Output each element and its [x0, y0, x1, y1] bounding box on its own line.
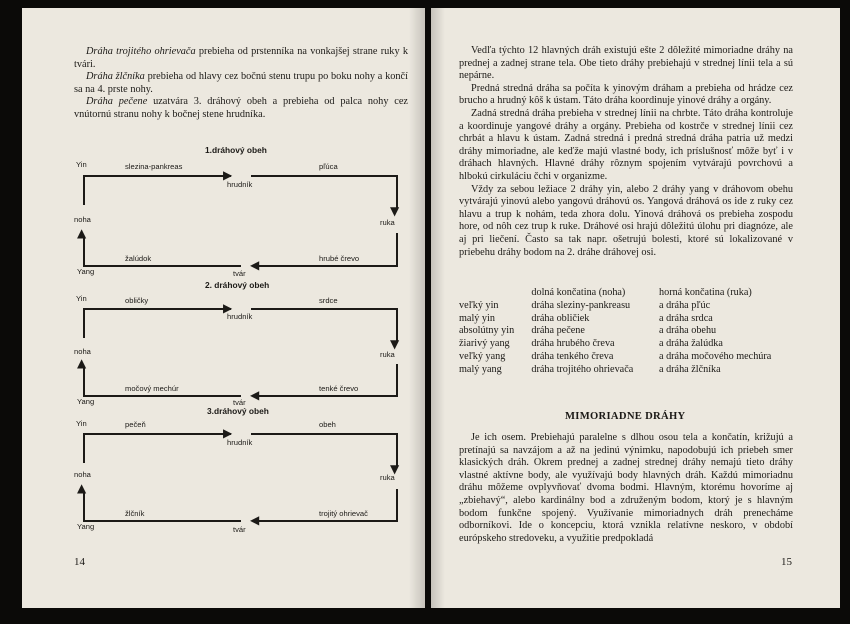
right-label: ruka	[380, 350, 395, 359]
left-text-block	[74, 46, 408, 122]
table-cell: malý yang	[459, 363, 502, 375]
table-cell: veľký yin	[459, 299, 499, 311]
arrow-right-icon: ▶	[223, 426, 233, 440]
yin-label: Yin	[76, 294, 87, 303]
right-label: ruka	[380, 473, 395, 482]
circuit-line	[258, 265, 398, 267]
circuit-line	[83, 265, 241, 267]
paragraph: Vedľa týchto 12 hlavných dráh existujú ešte 2 dôležité mimoriadne dráhy na prednej a zadnej strane tela. Obe tieto dráhy prebiehajú v strednej línii tela a sú nepárne.	[459, 45, 793, 82]
circuit-line	[396, 489, 398, 521]
table-cell: a dráha srdca	[659, 312, 713, 324]
page-number: 15	[781, 556, 792, 568]
circuit-line	[258, 520, 398, 522]
table-cell: dráha pečene	[531, 325, 585, 337]
yin-label: Yin	[76, 419, 87, 428]
meridian-label: pečeň	[125, 420, 146, 429]
arrow-up-icon: ▲	[77, 356, 87, 370]
diagram-title: 3.dráhový obeh	[207, 406, 269, 416]
yang-label: Yang	[77, 397, 95, 406]
left-page	[22, 8, 425, 608]
table-cell: a dráha obehu	[659, 325, 717, 337]
arrow-up-icon: ▲	[77, 226, 87, 240]
table-header	[459, 287, 531, 300]
table-cell: absolútny yin	[459, 325, 515, 337]
table-header-row	[459, 287, 799, 300]
yin-label: Yin	[76, 160, 87, 169]
table-cell: malý yin	[459, 312, 495, 324]
center-label: hrudník	[227, 438, 253, 447]
meridian-label: pľúca	[319, 162, 338, 171]
circuit-line	[83, 433, 231, 435]
center-label: tvár	[233, 398, 246, 407]
diagram-title: 2. dráhový obeh	[205, 280, 270, 290]
yang-label: Yang	[77, 522, 95, 531]
table-row	[459, 351, 799, 364]
circuit-line	[396, 233, 398, 266]
circuit-line	[251, 308, 397, 310]
table-cell: a dráha močového mechúra	[659, 350, 772, 362]
meridian-label: trojitý ohrievač	[319, 509, 368, 518]
meridian-label: hrubé črevo	[319, 254, 360, 263]
table-row	[459, 325, 799, 338]
circuit-line	[258, 395, 398, 397]
meridian-label: močový mechúr	[125, 384, 179, 393]
center-label: tvár	[233, 269, 246, 278]
paragraph: Je ich osem. Prebiehajú paralelne s dlhou osou tela a končatín, križujú a pretínajú sa navzájom a až na jedinú výnimku, napodobujú ich priebeh smer klasických dráh. Okrem prednej a zadnej strednej dráhy nemajú tieto dráhy vlastné aktívne body, ale využívajú body hlavných dráh. Každú mimoriadnu dráhu môžeme ovplyvňovať dvoma bodmi. Hlavným, ktorému hovoríme aj „zbiehavý“, alebo kardinálny bod a združeným bodom, ktorý je s hlavným bodom funkčne spojený. Využívanie mimoriadnych dráh prenecháme odborníkovi. Ide o koncepciu, ktorá vznikla relatívne neskoro, v období európskeho stredoveku, a využitie predpokladá	[459, 432, 793, 544]
spine-shadow	[431, 8, 445, 608]
paragraph: Predná stredná dráha sa počíta k yinovým dráham a prebieha od hrádze cez brucho a hrudný kôš k ústam. Táto dráha koordinuje yinové dráhy a orgány.	[459, 82, 793, 107]
table-header: horná končatina (ruka)	[659, 287, 752, 298]
left-label: noha	[74, 215, 91, 224]
yang-label: Yang	[77, 267, 95, 276]
circuit-line	[83, 520, 241, 522]
section-heading: MIMORIADNE DRÁHY	[565, 411, 686, 422]
meridian-label: žlčník	[125, 509, 145, 518]
spine-shadow	[409, 8, 425, 608]
meridian-axis-table	[459, 287, 799, 377]
circuit-line	[251, 175, 397, 177]
arrow-left-icon: ◀	[250, 388, 260, 402]
paragraph-gallbladder: Dráha žlčníka prebieha od hlavy cez bočnú stenu trupu po boku nohy a končí sa na 4. prste nohy.	[74, 71, 408, 95]
center-label: tvár	[233, 525, 246, 534]
meridian-label: žalúdok	[125, 254, 152, 263]
circuit-line	[83, 491, 85, 521]
table-row	[459, 300, 799, 313]
arrow-right-icon: ▶	[223, 168, 233, 182]
circuit-line	[83, 175, 85, 205]
left-label: noha	[74, 347, 91, 356]
arrow-down-icon: ▼	[390, 204, 400, 218]
arrow-down-icon: ▼	[390, 337, 400, 351]
table-cell: dráha hrubého čreva	[531, 338, 615, 350]
circuit-line	[83, 175, 231, 177]
table-cell: dráha sleziny-pankreasu	[531, 299, 631, 311]
right-label: ruka	[380, 218, 395, 227]
center-label: hrudník	[227, 180, 253, 189]
table-cell: a dráha žlčníka	[659, 363, 721, 375]
right-text-block-2	[459, 432, 793, 545]
circuit-line	[83, 395, 241, 397]
paragraph-liver: Dráha pečene uzatvára 3. dráhový obeh a prebieha od palca nohy cez vnútornú stranu nohy k bočnej stene hrudníka.	[74, 96, 408, 120]
table-cell: žiarivý yang	[459, 338, 510, 350]
paragraph-triple-heater: Dráha trojitého ohrievača prebieha od prstenníka na vonkajšej strane ruky k tvári.	[74, 46, 408, 70]
circuit-line	[83, 308, 85, 338]
paragraph: Zadná stredná dráha prebieha v strednej línii na chrbte. Táto dráha kontroluje a koordinuje yangové dráhy a orgány. Prebieha od kostrče v strednej línii cez chrbát a hlavu k ústam. Zadná stredná i predná stredná dráha patria už medzi dráhy mimoriadne, ale keďže majú vlastné body, ich príslušnosť môže byť i v dráhach hlavných. Hlavné dráhy rôznym spojením vytvárajú povrchovú a hlbokú cirkuláciu čchi v organizme.	[459, 107, 793, 182]
table-cell: a dráha pľúc	[659, 299, 711, 311]
center-label: hrudník	[227, 312, 253, 321]
table-cell: a dráha žalúdka	[659, 338, 723, 350]
diagram-title: 1.dráhový obeh	[205, 145, 267, 155]
table-cell: veľký yang	[459, 350, 506, 362]
meridian-label: srdce	[319, 296, 338, 305]
arrow-left-icon: ◀	[250, 513, 260, 527]
circuit-line	[83, 308, 231, 310]
arrow-left-icon: ◀	[250, 258, 260, 272]
table-row	[459, 364, 799, 377]
table-row	[459, 338, 799, 351]
arrow-down-icon: ▼	[390, 462, 400, 476]
meridian-label: slezina-pankreas	[125, 162, 183, 171]
meridian-label: obličky	[125, 296, 149, 305]
circuit-line	[83, 236, 85, 266]
page-number: 14	[74, 556, 85, 568]
meridian-label: tenké črevo	[319, 384, 359, 393]
right-page	[431, 8, 840, 608]
paragraph: Vždy za sebou ležiace 2 dráhy yin, alebo 2 dráhy yang v dráhovom obehu vytvárajú yinovú alebo yangovú dráhovú os. Yangová dráhová os ide z ruky cez hlavu a trup k nohám, teda zhora dolu. Yinová dráhová os prebieha zospodu hore, od nôh cez trup k ruke. Dráhové osi hrajú dôležitú úlohu pri diagnóze, ale aj pri liečení. Často sa tak napr. ošetrujú bolesti, ktoré sú lokalizované v priebehu dráhy bodom na 2. dráhe dráhovej osi.	[459, 183, 793, 258]
right-text-block	[459, 45, 793, 259]
circuit-line	[83, 366, 85, 396]
table-cell: dráha obličiek	[531, 312, 590, 324]
arrow-right-icon: ▶	[223, 301, 233, 315]
circuit-line	[396, 364, 398, 396]
circuit-line	[251, 433, 397, 435]
left-label: noha	[74, 470, 91, 479]
table-row	[459, 313, 799, 326]
meridian-label: obeh	[319, 420, 336, 429]
circuit-line	[83, 433, 85, 463]
table-cell: dráha trojitého ohrievača	[531, 363, 634, 375]
table-header: dolná končatina (noha)	[531, 287, 626, 298]
table-cell: dráha tenkého čreva	[531, 350, 614, 362]
arrow-up-icon: ▲	[77, 481, 87, 495]
